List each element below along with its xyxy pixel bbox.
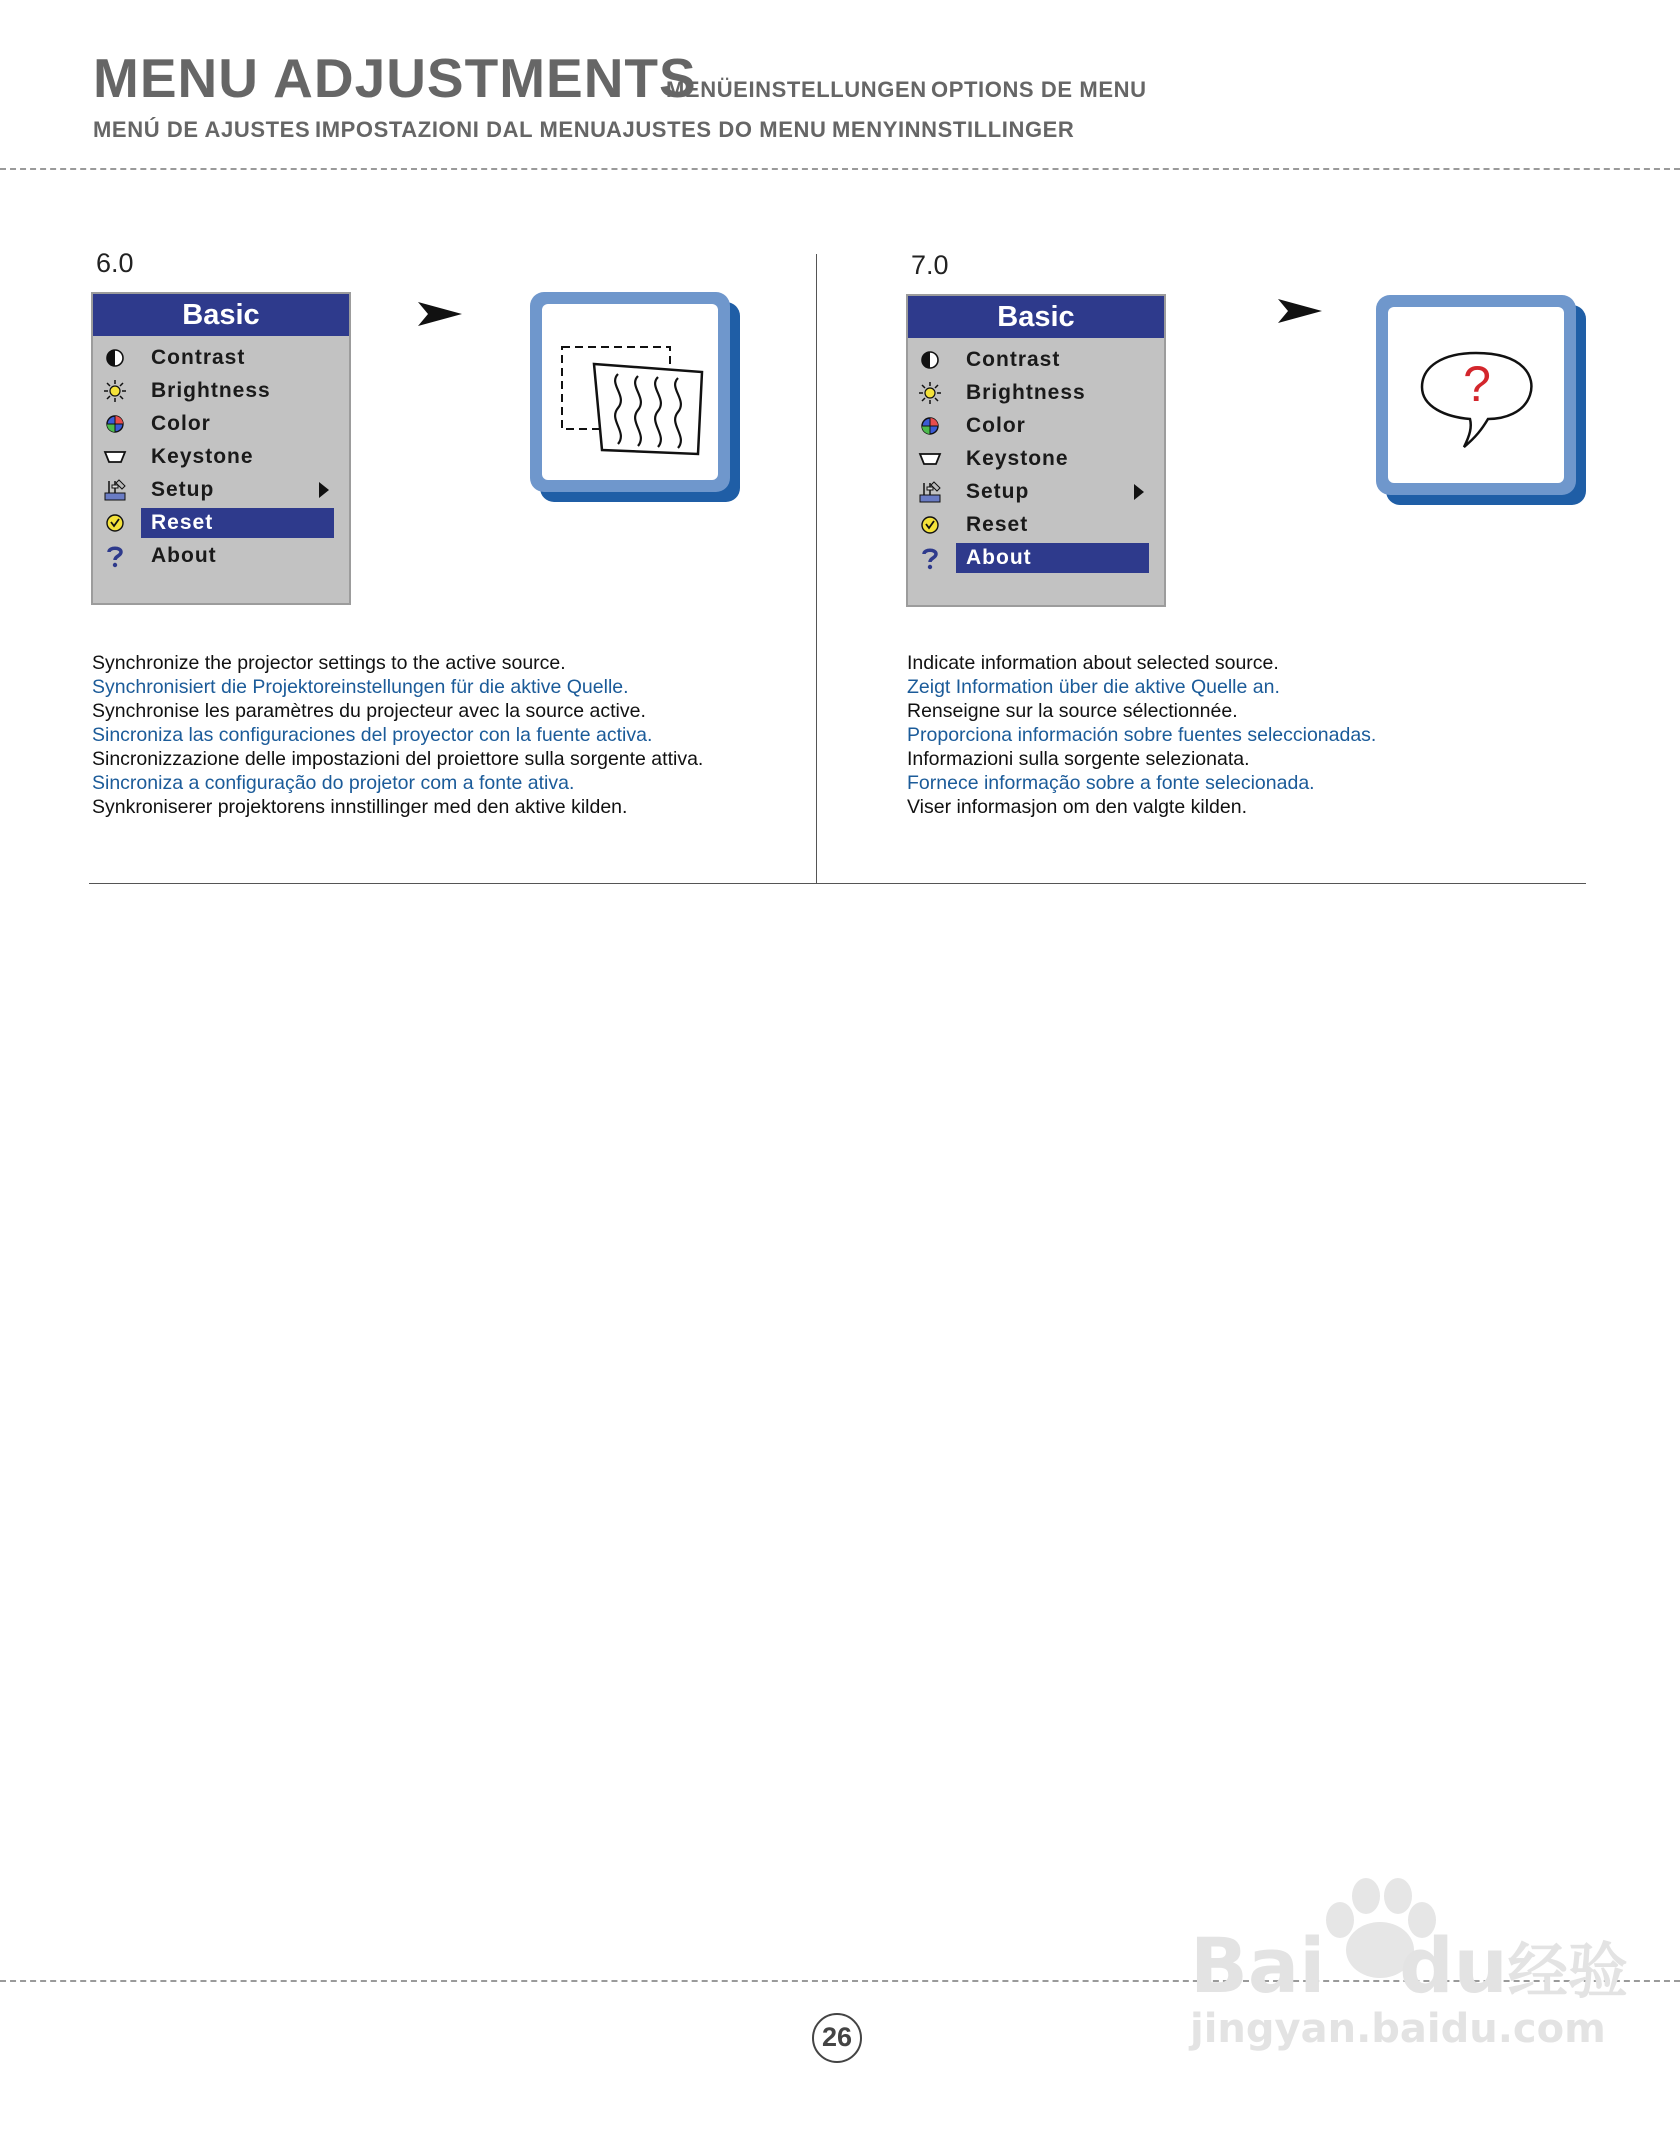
- menu-item-setup[interactable]: [93, 474, 349, 507]
- about-icon: [918, 546, 942, 570]
- basic-menu-about: [906, 294, 1166, 607]
- menu-item-label: Color: [966, 414, 1026, 437]
- subtitle-no: MENYINNSTILLINGER: [832, 117, 1075, 142]
- contrast-icon: [918, 348, 942, 372]
- menu-item-label: Keystone: [151, 445, 254, 468]
- menu-item-label: Brightness: [966, 381, 1086, 404]
- subtitle-pt: AJUSTES DO MENU: [606, 117, 827, 142]
- menu-item-label: Reset: [151, 511, 214, 534]
- keystone-icon: [918, 447, 942, 471]
- header-divider: [0, 168, 1680, 170]
- menu-item-label: Keystone: [966, 447, 1069, 470]
- description-7: [907, 651, 1376, 819]
- content-bottom-rule: [89, 883, 1586, 884]
- watermark-brand: [1190, 1921, 1628, 2010]
- section-divider: [816, 254, 817, 884]
- subtitle-es: MENÚ DE AJUSTES: [93, 117, 311, 142]
- menu-item-contrast[interactable]: [908, 344, 1164, 377]
- desc-line-de: Synchronisiert die Projektoreinstellungen für die aktive Quelle.: [92, 676, 629, 698]
- menu-item-label: Color: [151, 412, 211, 435]
- arrow-right-icon: [418, 300, 462, 328]
- question-bubble-icon: [1376, 295, 1588, 507]
- menu-title: Basic: [908, 296, 1164, 338]
- menu-item-keystone[interactable]: [908, 443, 1164, 476]
- watermark-bai: Bai: [1190, 1921, 1326, 2010]
- menu-item-label: Contrast: [151, 346, 246, 369]
- desc-line-it: Informazioni sulla sorgente selezionata.: [907, 748, 1250, 770]
- brightness-icon: [103, 379, 127, 403]
- menu-item-label: Contrast: [966, 348, 1061, 371]
- menu-item-label: Setup: [966, 480, 1030, 503]
- description-6: [92, 651, 703, 819]
- desc-line-en: Indicate information about selected source.: [907, 652, 1279, 674]
- menu-item-setup[interactable]: [908, 476, 1164, 509]
- desc-line-fr: Synchronise les paramètres du projecteur avec la source active.: [92, 700, 646, 722]
- arrow-right-icon: [1278, 297, 1322, 325]
- submenu-arrow-icon: [1134, 484, 1144, 500]
- color-icon: [103, 412, 127, 436]
- watermark-url: jingyan.baidu.com: [1190, 2006, 1606, 2052]
- menu-item-contrast[interactable]: [93, 342, 349, 375]
- menu-title: Basic: [93, 294, 349, 336]
- desc-line-no: Viser informasjon om den valgte kilden.: [907, 796, 1247, 818]
- desc-line-fr: Renseigne sur la source sélectionnée.: [907, 700, 1238, 722]
- menu-item-color[interactable]: [93, 408, 349, 441]
- menu-item-label: Brightness: [151, 379, 271, 402]
- menu-item-label: Setup: [151, 478, 215, 501]
- page-title: MENU ADJUSTMENTS: [93, 47, 697, 109]
- section-number-6: 6.0: [96, 248, 134, 278]
- menu-item-color[interactable]: [908, 410, 1164, 443]
- basic-menu-reset: [91, 292, 351, 605]
- desc-line-es: Sincroniza las configuraciones del proyector con la fuente activa.: [92, 724, 653, 746]
- menu-item-brightness[interactable]: [908, 377, 1164, 410]
- watermark-cn: 经验: [1507, 1937, 1628, 2007]
- desc-line-es: Proporciona información sobre fuentes seleccionadas.: [907, 724, 1377, 746]
- menu-item-about[interactable]: [908, 542, 1164, 575]
- desc-line-de: Zeigt Information über die aktive Quelle an.: [907, 676, 1280, 698]
- subtitle-de: MENÜEINSTELLUNGEN: [666, 77, 927, 102]
- menu-item-label: Reset: [966, 513, 1029, 536]
- menu-item-label: About: [151, 544, 217, 567]
- color-icon: [918, 414, 942, 438]
- about-icon: [103, 544, 127, 568]
- sync-waves-icon: [530, 292, 742, 504]
- contrast-icon: [103, 346, 127, 370]
- keystone-icon: [103, 445, 127, 469]
- desc-line-it: Sincronizzazione delle impostazioni del proiettore sulla sorgente attiva.: [92, 748, 704, 770]
- setup-icon: [918, 480, 942, 504]
- menu-item-reset[interactable]: [908, 509, 1164, 542]
- reset-icon: [918, 513, 942, 537]
- brightness-icon: [918, 381, 942, 405]
- submenu-arrow-icon: [319, 482, 329, 498]
- desc-line-en: Synchronize the projector settings to the active source.: [92, 652, 566, 674]
- menu-item-reset[interactable]: [93, 507, 349, 540]
- menu-item-keystone[interactable]: [93, 441, 349, 474]
- reset-icon: [103, 511, 127, 535]
- watermark-du: du: [1399, 1921, 1508, 2010]
- desc-line-no: Synkroniserer projektorens innstillinger med den aktive kilden.: [92, 796, 628, 818]
- setup-icon: [103, 478, 127, 502]
- subtitle-it: IMPOSTAZIONI DAL MENU: [315, 117, 607, 142]
- page-number: 26: [812, 2013, 862, 2063]
- section-number-7: 7.0: [911, 250, 949, 280]
- desc-line-pt: Sincroniza a configuração do projetor com a fonte ativa.: [92, 772, 575, 794]
- subtitle-fr: OPTIONS DE MENU: [931, 77, 1147, 102]
- menu-item-label: About: [966, 546, 1032, 569]
- question-mark: ?: [1463, 356, 1491, 412]
- menu-item-brightness[interactable]: [93, 375, 349, 408]
- desc-line-pt: Fornece informação sobre a fonte selecionada.: [907, 772, 1315, 794]
- menu-item-about[interactable]: [93, 540, 349, 573]
